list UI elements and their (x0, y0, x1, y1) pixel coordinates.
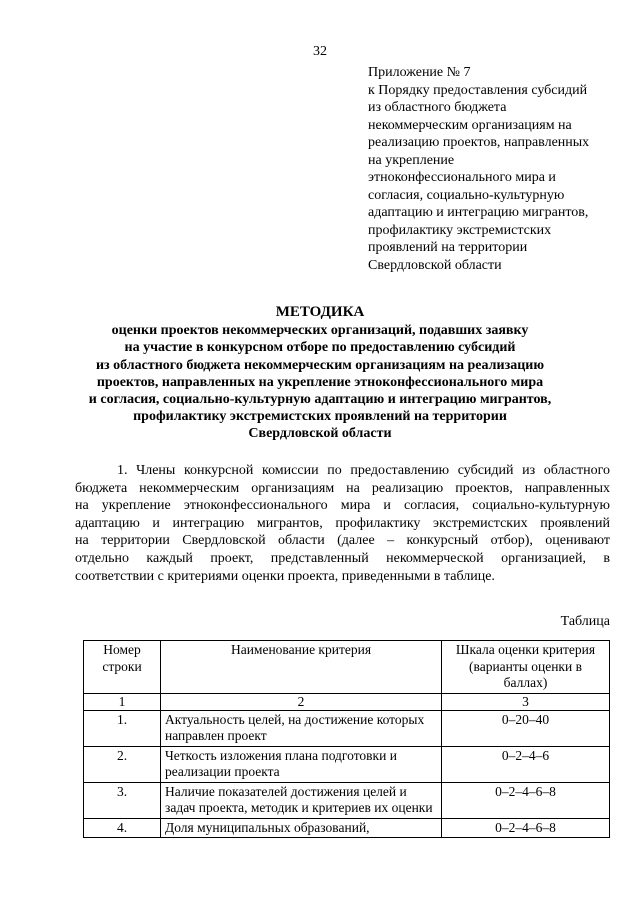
title-line: профилактику экстремистских проявлений на территории (133, 409, 507, 425)
title-line: проектов, направленных на укрепление этноконфессионального мира (96, 374, 544, 390)
row-number: 4. (84, 818, 161, 838)
appendix-line: Свердловской области (368, 257, 502, 273)
appendix-line: на укрепление (368, 152, 455, 168)
criteria-table (83, 640, 610, 838)
criterion-name: Актуальность целей, на достижение которых направлен проект (161, 710, 442, 746)
paragraph-line: отдельно каждый проект, представленный некоммерческой организацией, в (75, 550, 610, 566)
paragraph-line: на территории Свердловской области (далее – конкурсный отбор), оценивают (75, 533, 610, 549)
criterion-name: Наличие показателей достижения целей и задач проекта, методик и критериев их оценки (161, 782, 442, 818)
criterion-scale: 0–2–4–6 (442, 746, 610, 782)
appendix-block (368, 64, 618, 274)
title-line: и согласия, социально-культурную адаптацию и интеграцию мигрантов, (88, 392, 552, 408)
appendix-line: из областного бюджета (368, 100, 507, 115)
table-caption: Таблица (560, 614, 610, 629)
appendix-line: Приложение № 7 (368, 65, 471, 80)
criterion-scale: 0–2–4–6–8 (442, 782, 610, 818)
criterion-scale: 0–20–40 (442, 710, 610, 746)
paragraph-line: бюджета некоммерческим организациям на реализацию проектов, направленных (75, 480, 610, 496)
column-number: 1 (84, 693, 161, 710)
paragraph-line: соответствии с критериями оценки проекта, приведенными в таблице. (75, 568, 495, 584)
header-row-number: Номер строки (84, 641, 161, 694)
table-row (84, 782, 610, 818)
page-number: 32 (313, 44, 327, 59)
paragraph-line: 1. Члены конкурсной комиссии по предоставлению субсидий из областного (117, 463, 610, 478)
column-number: 3 (442, 693, 610, 710)
table-row (84, 746, 610, 782)
column-number-row (84, 693, 610, 710)
row-number: 1. (84, 710, 161, 746)
appendix-line: некоммерческим организациям на (368, 117, 572, 133)
criterion-scale: 0–2–4–6–8 (442, 818, 610, 838)
table-row (84, 818, 610, 838)
title-line: оценки проектов некоммерческих организаций, подавших заявку (111, 323, 529, 339)
title-line: Свердловской области (248, 426, 392, 442)
criterion-name: Четкость изложения плана подготовки и реализации проекта (161, 746, 442, 782)
title-heading: МЕТОДИКА (275, 304, 365, 320)
table-row (84, 710, 610, 746)
criterion-name: Доля муниципальных образований, (161, 818, 442, 838)
appendix-line: к Порядку предоставления субсидий (368, 82, 588, 98)
paragraph-1 (75, 462, 610, 585)
appendix-line: адаптацию и интеграцию мигрантов, (368, 205, 589, 220)
title-line: из областного бюджета некоммерческим организациям на реализацию (95, 357, 545, 373)
appendix-line: проявлений на территории (368, 240, 528, 255)
table-header-row (84, 641, 610, 694)
appendix-line: профилактику экстремистских (368, 222, 552, 238)
title-line: на участие в конкурсном отборе по предоставлению субсидий (124, 340, 516, 356)
header-criterion-name: Наименование критерия (161, 641, 442, 694)
appendix-line: этноконфессионального мира и (368, 170, 556, 185)
column-number: 2 (161, 693, 442, 710)
document-title (60, 304, 580, 443)
appendix-line: реализацию проектов, направленных (368, 135, 590, 150)
appendix-line: согласия, социально-культурную (368, 187, 565, 203)
row-number: 2. (84, 746, 161, 782)
header-scale: Шкала оценки критерия (варианты оценки в баллах) (442, 641, 610, 694)
paragraph-line: на укрепление этноконфессионального мира и согласия, социально-культурную (75, 498, 610, 514)
row-number: 3. (84, 782, 161, 818)
paragraph-line: адаптацию и интеграцию мигрантов, профилактику экстремистских проявлений (75, 515, 610, 531)
